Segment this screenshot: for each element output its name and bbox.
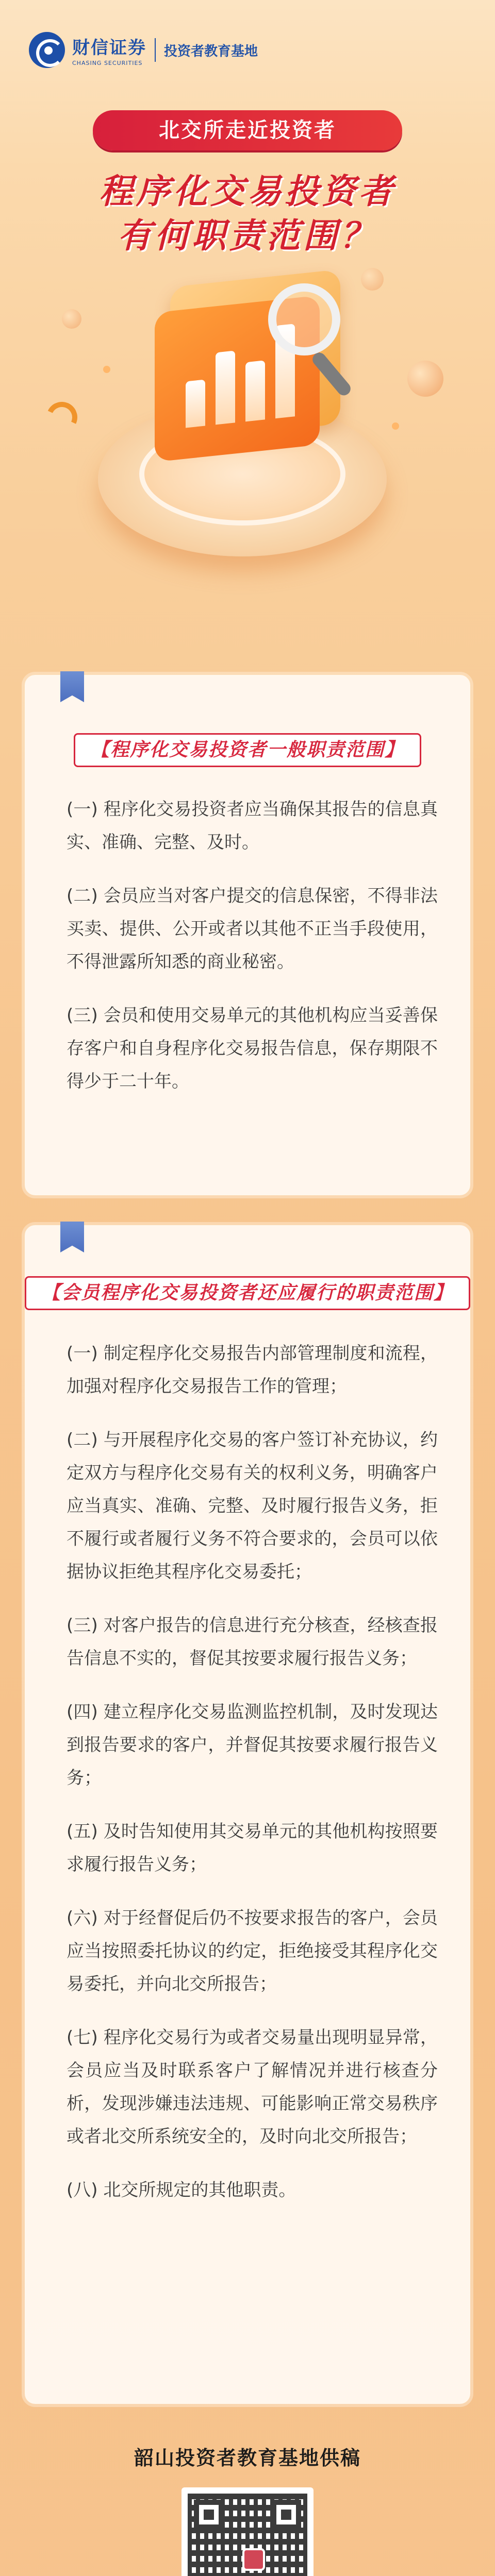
brand-tagline: 投资者教育基地 [164,43,258,59]
hero-illustration [0,247,495,618]
list-item: (六) 对于经督促后仍不按要求报告的客户，会员应当按照委托协议的约定，拒绝接受其程序化交易委托，并向北交所报告； [67,1908,438,1994]
brand-name: 财信证券 [72,38,146,58]
brand-divider [155,38,156,62]
coin-icon [407,361,443,397]
credit-text: 韶山投资者教育基地供稿 [134,2447,361,2469]
brand-header [29,32,258,68]
qr-finder [271,2500,301,2530]
qr-code[interactable] [182,2487,314,2576]
bar-icon [245,360,265,421]
brand-english-name: CHASING SECURITIES [72,60,143,66]
duty-list [67,793,438,1118]
list-item: (一) 制定程序化交易报告内部管理制度和流程，加强对程序化交易报告工作的管理； [67,1343,438,1397]
general-duties-section [25,675,470,1195]
brand-logo-icon [29,32,65,68]
sparkle-dot [392,422,399,430]
list-item: (八) 北交所规定的其他职责。 [67,2180,296,2200]
qr-finder [194,2500,224,2530]
list-item: (三) 对客户报告的信息进行充分核查，经核查报告信息不实的，督促其按要求履行报告义务； [67,1615,438,1669]
qr-logo-icon [242,2548,265,2571]
list-item: (三) 会员和使用交易单元的其他机构应当妥善保存客户和自身程序化交易报告信息，保存期限不得少于二十年。 [67,1005,438,1092]
list-item: (二) 会员应当对客户提交的信息保密，不得非法买卖、提供、公开或者以其他不正当手段使用，不得泄露所知悉的商业秘密。 [67,886,438,972]
bookmark-icon [60,1222,84,1252]
list-item: (二) 与开展程序化交易的客户签订补充协议，约定双方与程序化交易有关的权利义务，明确客户应当真实、准确、完整、及时履行报告义务，拒不履行或者履行义务不符合要求的，会员可以依据协议拒绝其程序化交易委托； [67,1430,438,1582]
list-item: (一) 程序化交易投资者应当确保其报告的信息真实、准确、完整、及时。 [67,799,438,853]
bookmark-icon [60,671,84,702]
duty-list [67,1337,438,2227]
topic-badge: 北交所走近投资者 [93,110,402,150]
brand-text [72,33,146,66]
magnifier-icon [268,283,340,355]
page-title-line1: 程序化交易投资者 [99,172,396,211]
page-title-line2: 有何职责范围？ [118,216,377,256]
coin-icon [361,268,384,291]
section-title: 【会员程序化交易投资者还应履行的职责范围】 [25,1276,470,1310]
section-title: 【程序化交易投资者一般职责范围】 [74,733,421,767]
qr-pattern [188,2494,307,2576]
sparkle-dot [103,366,110,373]
member-duties-section [25,1225,470,2404]
list-item: (五) 及时告知使用其交易单元的其他机构按照要求履行报告义务； [67,1821,438,1875]
list-item: (四) 建立程序化交易监测监控机制，及时发现达到报告要求的客户，并督促其按要求履行报告义务； [67,1702,438,1788]
coin-icon [62,309,81,329]
squiggle-decoration [42,398,82,437]
list-item: (七) 程序化交易行为或者交易量出现明显异常，会员应当及时联系客户了解情况并进行核查分析，发现涉嫌违法违规、可能影响正常交易秩序或者北交所系统安全的，及时向北交所报告； [67,2027,438,2147]
bar-icon [216,350,235,425]
bar-icon [186,380,205,428]
